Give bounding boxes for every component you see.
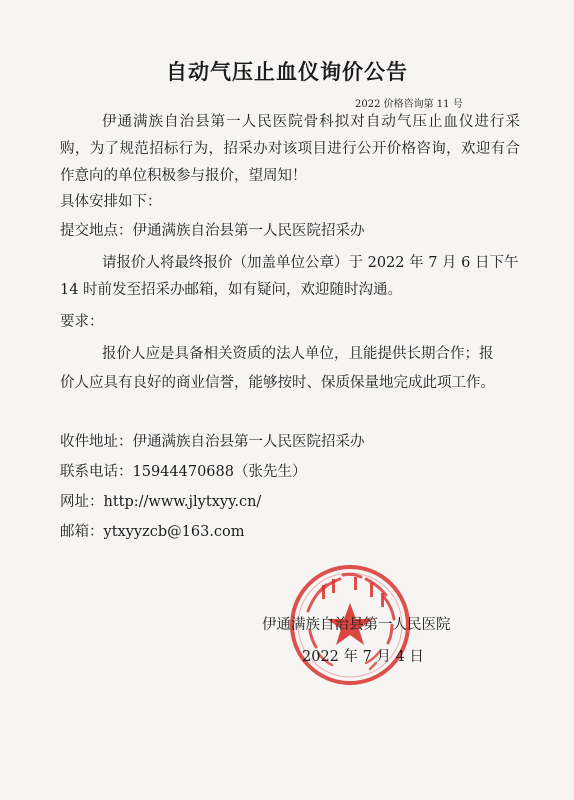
document-title: 自动气压止血仪询价公告 <box>166 59 408 84</box>
quote-instruction-line-2: 14 时前发至招采办邮箱，如有疑问，欢迎随时沟通。 <box>60 282 403 298</box>
requirements-line-2: 价人应具有良好的商业信誉，能够按时、保质保量地完成此项工作。 <box>60 375 495 391</box>
arrangement-heading: 具体安排如下： <box>60 194 162 210</box>
quote-instruction-line-1: 请报价人将最终报价（加盖单位公章）于 2022 年 7 月 6 日下午 <box>102 255 519 271</box>
email-link[interactable]: 邮箱：ytxyyzcb@163.com <box>60 524 245 540</box>
intro-paragraph: 伊通满族自治县第一人民医院骨科拟对自动气压止血仪进行采购，为了规范招标行为，招采办对该项目进行公开价格咨询，欢迎有合作意向的单位积极参与报价，望周知！ <box>60 114 520 184</box>
submit-location: 提交地点：伊通满族自治县第一人民医院招采办 <box>60 223 365 239</box>
receiving-address: 收件地址：伊通满族自治县第一人民医院招采办 <box>60 434 365 450</box>
requirements-line-1: 报价人应是具备相关资质的法人单位，且能提供长期合作；报 <box>102 346 494 362</box>
document-number: 2022 价格咨询第 11 号 <box>355 99 463 110</box>
signature-organization: 伊通满族自治县第一人民医院 <box>262 617 451 633</box>
website-link[interactable]: 网址：http://www.jlytxyy.cn/ <box>60 494 262 510</box>
requirements-heading: 要求： <box>60 314 104 330</box>
signature-date: 2022 年 7 月 4 日 <box>302 649 424 665</box>
contact-phone: 联系电话：15944470688（张先生） <box>60 464 307 480</box>
